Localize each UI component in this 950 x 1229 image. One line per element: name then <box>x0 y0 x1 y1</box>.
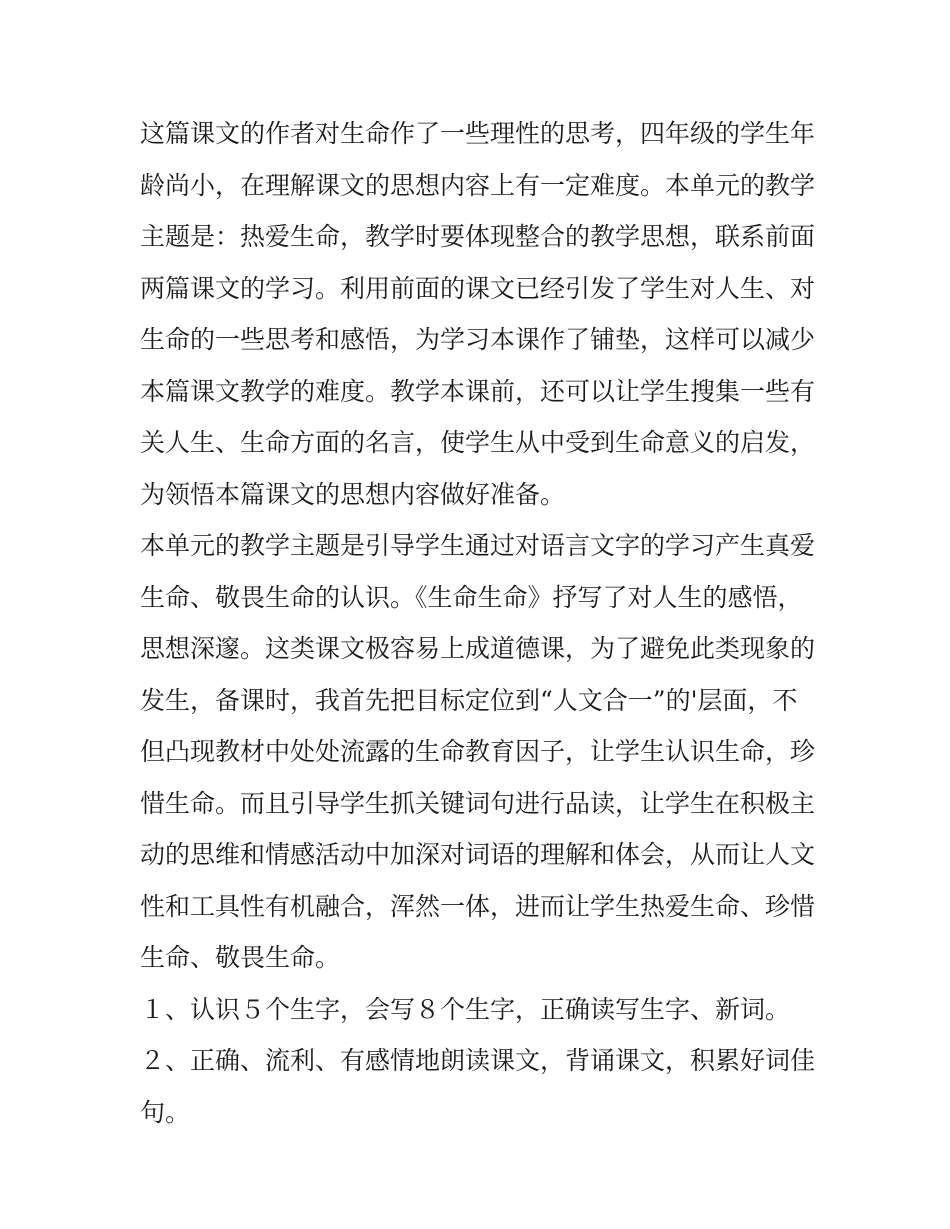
text-line: 主题是：热爱生命，教学时要体现整合的教学思想，联系前面 <box>140 222 816 251</box>
objective-item-1: １、认识５个生字，会写８个生字，正确读写生字、新词。 <box>140 994 791 1024</box>
text-line: 关人生、生命方面的名言，使学生从中受到生命意义的启发， <box>140 428 816 457</box>
text-line: 生命、敬畏生命。 <box>140 943 341 972</box>
text-line: 性和工具性有机融合，浑然一体，进而让学生热爱生命、珍惜 <box>140 891 816 921</box>
text-line: 两篇课文的学习。利用前面的课文已经引发了学生对人生、对 <box>140 273 816 303</box>
document-body <box>140 108 820 1138</box>
text-line: 发生，备课时，我首先把目标定位到“人文合一”的'层面，不 <box>140 685 798 715</box>
text-line: 思想深邃。这类课文极容易上成道德课，为了避免此类现象的 <box>140 634 816 663</box>
objective-item-2-continued: 句。 <box>140 1097 191 1127</box>
text-line: 生命的一些思考和感悟，为学习本课作了铺垫，这样可以减少 <box>140 325 816 354</box>
text-line: 惜生命。而且引导学生抓关键词句进行品读，让学生在积极主 <box>140 788 816 818</box>
text-line: 本单元的教学主题是引导学生通过对语言文字的学习产生真爱 <box>140 531 816 560</box>
text-line: 龄尚小，在理解课文的思想内容上有一定难度。本单元的教学 <box>140 170 816 200</box>
text-line: 这篇课文的作者对生命作了一些理性的思考，四年级的学生年 <box>140 119 816 148</box>
objective-item-2: ２、正确、流利、有感情地朗读课文，背诵课文，积累好词佳 <box>140 1046 816 1075</box>
text-line: 为领悟本篇课文的思想内容做好准备。 <box>140 479 566 509</box>
text-line: 本篇课文教学的难度。教学本课前，还可以让学生搜集一些有 <box>140 376 816 406</box>
text-line: 生命、敬畏生命的认识。《生命生命》抒写了对人生的感悟， <box>140 582 803 612</box>
text-line: 但凸现教材中处处流露的生命教育因子，让学生认识生命，珍 <box>140 737 816 766</box>
text-line: 动的思维和情感活动中加深对词语的理解和体会，从而让人文 <box>140 840 816 869</box>
